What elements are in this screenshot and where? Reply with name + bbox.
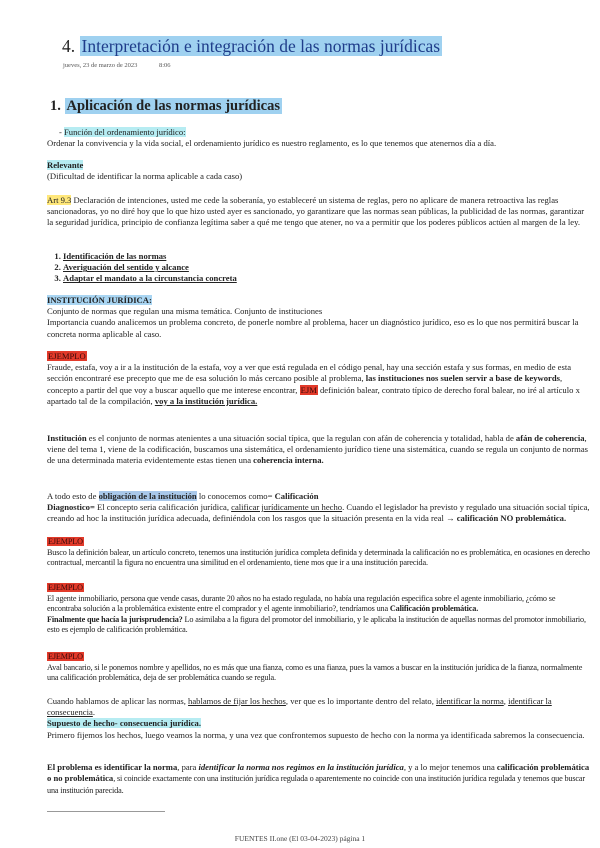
obligacion-diagnostico (47, 502, 590, 524)
definicion-block (47, 433, 590, 467)
problema-block (47, 762, 590, 796)
step-item: 2. Averiguación del sentido y alcance (63, 262, 590, 273)
aplicar-u3: identificar la consecuencia (47, 696, 552, 718)
institucion-line2: Importancia cuando analicemos un problema concreto, de ponerle nombre al problema, hacer un diagnóstico jurídico, eso es lo que nos permitirá buscar la concreta norma aplicable al caso. (47, 317, 579, 339)
obligacion-highlight: obligación de la institución (98, 491, 197, 501)
def-t1: es el conjunto de normas atenientes a una situación social típica, que la regulan con afán de coherencia y totalidad, habla de (86, 433, 516, 443)
section-number: 1. (50, 98, 61, 114)
problema-bi: identificar la norma nos regimos en la institución jurídica (198, 762, 404, 772)
ejemplo3-b1: Calificación problemática. (389, 604, 479, 614)
ejemplo3-text (47, 594, 590, 636)
aplicar-u1: hablamos de fijar los hechos (188, 696, 286, 706)
funcion-text: Ordenar la convivencia y la vida social, el ordenamiento jurídico es nuestro reglamento, es lo que tenemos que atenernos día a día. (47, 138, 497, 149)
problema-t3: , si coincide exactamente con una institución jurídica regulada o aparentemente no coincide con una institución jurídica regulada y tenemos que buscar una institución parecida. (47, 774, 585, 795)
ejemplo-badge: EJEMPLO (48, 537, 83, 546)
ejemplo4-block (47, 652, 590, 684)
relevante-block (47, 160, 590, 182)
ejemplo3-t2: Lo asimilaba a la figura del promotor del inmobiliario, y le aplicaba la institución de aquellas normas del promotor inmobiliario, esto es ejemplo de calificación problemática. (47, 614, 586, 635)
arrow-icon: → (445, 513, 455, 524)
obligacion-t4: . Cuando el legislador ha previsto y regulado una situación social típica, creando ad hoc la institución jurídica adecuada, definiéndola con los rasgos que la situación presenta en la vida real (47, 502, 590, 524)
def-b2: afán de coherencia (515, 433, 585, 443)
ejemplo1-t3: definición balear, contrato típico de derecho foral balear, no iré al artículo x apartado tal de la compilación, (47, 384, 580, 406)
aplicar-t2: , ver que es lo importante dentro del relato, (285, 696, 437, 706)
obligacion-u1: calificar jurídicamente un hecho (231, 502, 343, 513)
ejemplo3-t1: El agente inmobiliario, persona que vende casas, durante 20 años no ha estado regulada, no había una regulación especifica sobre el agente inmobiliario, ¿cómo se encontraba solución a la problemática existente entre el comprador y el agente inmobiliario?, tendríamos una (47, 593, 556, 614)
obligacion-t3: El concepto seria calificación jurídica, (94, 502, 232, 513)
def-b3: coherencia interna. (253, 455, 324, 466)
art-block (47, 195, 590, 229)
aplicar-t4: . (92, 707, 95, 718)
aplicar-line (47, 696, 590, 718)
obligacion-b2: Diagnostico= (47, 502, 95, 513)
ejemplo2-block (47, 537, 590, 569)
institucion-line1: Conjunto de normas que regulan una misma temática. Conjunto de instituciones (47, 306, 323, 317)
problema-b2: calificación problemática o no problemática (47, 762, 590, 784)
aplicar-u2: identificar la norma (436, 696, 504, 706)
problema-t1: , para (177, 762, 199, 772)
ejemplo3-block (47, 583, 590, 636)
ejemplo3-b2: Finalmente que hacía la jurisprudencia? (47, 614, 183, 624)
ejemplo-badge: EJEMPLO (48, 583, 83, 592)
ejemplo4-text: Aval bancario, si le ponemos nombre y apellidos, no es más que una fianza, como es una fianza, pues la vamos a buscar en la institución jurídica de la fianza, normalmente una calificación problemática, deja de ser problemática cuando se regula. (47, 662, 583, 683)
section-heading (50, 98, 282, 115)
funcion-heading (47, 127, 590, 138)
date-day: jueves, 23 de marzo de 2023 (63, 62, 138, 69)
obligacion-block (47, 491, 590, 525)
aplicar-t1: Cuando hablamos de aplicar las normas, (47, 696, 189, 706)
steps-list (47, 251, 590, 285)
institucion-block (47, 295, 590, 340)
ejemplo-badge: EJEMPLO (48, 351, 86, 361)
obligacion-b3: calificación NO problemática. (454, 513, 567, 524)
relevante-text: (Dificultad de identificar la norma aplicable a cada caso) (47, 171, 243, 182)
obligacion-calificacion: Calificación (274, 491, 319, 501)
obligacion-line1 (47, 491, 590, 502)
page-date (63, 62, 171, 69)
funcion-label: Función del ordenamiento jurídico: (64, 127, 186, 137)
aplicar-primero: Primero fijemos los hechos, luego veamos la norma, y una vez que confrontemos supuesto de hecho con la norma ya identificada sabremos la consecuencia. (47, 729, 585, 740)
aplicar-t3: , (503, 696, 509, 706)
section-text: Aplicación de las normas jurídicas (66, 98, 280, 114)
relevante-label: Relevante (47, 160, 84, 170)
supuesto-heading: Supuesto de hecho- consecuencia jurídica. (47, 718, 201, 729)
date-time: 8:06 (159, 62, 171, 69)
institucion-heading: INSTITUCIÓN JURÍDICA: (47, 295, 152, 305)
obligacion-t1: A todo esto de (47, 491, 99, 501)
ejemplo1-b2: voy a la institución jurídica. (154, 395, 258, 406)
ejemplo1-tag: EJM (300, 384, 317, 395)
art-label: Art 9.3 (47, 195, 72, 205)
art-text: Declaración de intenciones, usted me cede la soberanía, yo estableceré un sistema de reglas, pero no aplicare de manera retroactiva las reglas sancionadoras, yo no diré hoy que lo que hizo usted ayer es sancionado, yo garantizare que las normas sean públicas, la publicidad de las normas, garantizar la seguridad jurídica, principio de confianza legítima saber a qué me tengo que atener, no va a permitir que los poderes públicos actúen al margen de la ley. (47, 195, 585, 228)
def-t2: , viene del tema 1, viene de la codificación, buscamos una sistemática, el ordenamiento jurídico tiene una sistemática, cuando se regula un conjunto de normas de una determinada materia evidentemente estas tienen una (47, 433, 588, 466)
obligacion-t2: lo conocemos como= (196, 491, 275, 501)
funcion-block (47, 127, 590, 149)
title-text: Interpretación e integración de las normas jurídicas (81, 36, 441, 56)
problema-t2: , y a lo mejor tenemos una (403, 762, 497, 772)
ejemplo1-text (47, 362, 590, 407)
step-item: 3. Adaptar el mandato a la circunstancia concreta (63, 273, 590, 284)
problema-b1: El problema es identificar la norma (47, 762, 178, 772)
def-b1: Institución (47, 433, 87, 443)
ejemplo1-t1: Fraude, estafa, voy a ir a la institución de la estafa, voy a ver que está regulada en el código penal, hay una sección estafa y sus formas, en medio de esta sección encontraré ese precepto que me de esa solución lo más cercano posible al problema, (47, 362, 572, 384)
ejemplo1-block (47, 351, 590, 407)
page-title (62, 36, 442, 57)
ejemplo2-text: Busco la definición balear, un artículo concreto, tenemos una institución jurídica completa definida y determinada la calificación no es problemática, en ocasiones en derecho contractual, mercantil la figura no encuentra una similitud en el ordenamiento, tiene mos que ir a una institución parecida. (47, 547, 590, 568)
ejemplo-badge: EJEMPLO (48, 652, 83, 661)
step-item: 1. Identificación de las normas (63, 251, 590, 262)
aplicar-block (47, 696, 590, 741)
page-footer: FUENTES II.one (El 03-04-2023) página 1 (234, 834, 366, 843)
title-number: 4. (62, 36, 76, 56)
footnote-divider (47, 811, 165, 812)
funcion-bullet: - (59, 127, 62, 137)
ejemplo1-b1: las instituciones nos suelen servir a base de keywords (365, 373, 560, 384)
ejemplo1-t2: , concepto a partir del que voy a buscar aquello que me interese encontrar, (47, 373, 563, 395)
